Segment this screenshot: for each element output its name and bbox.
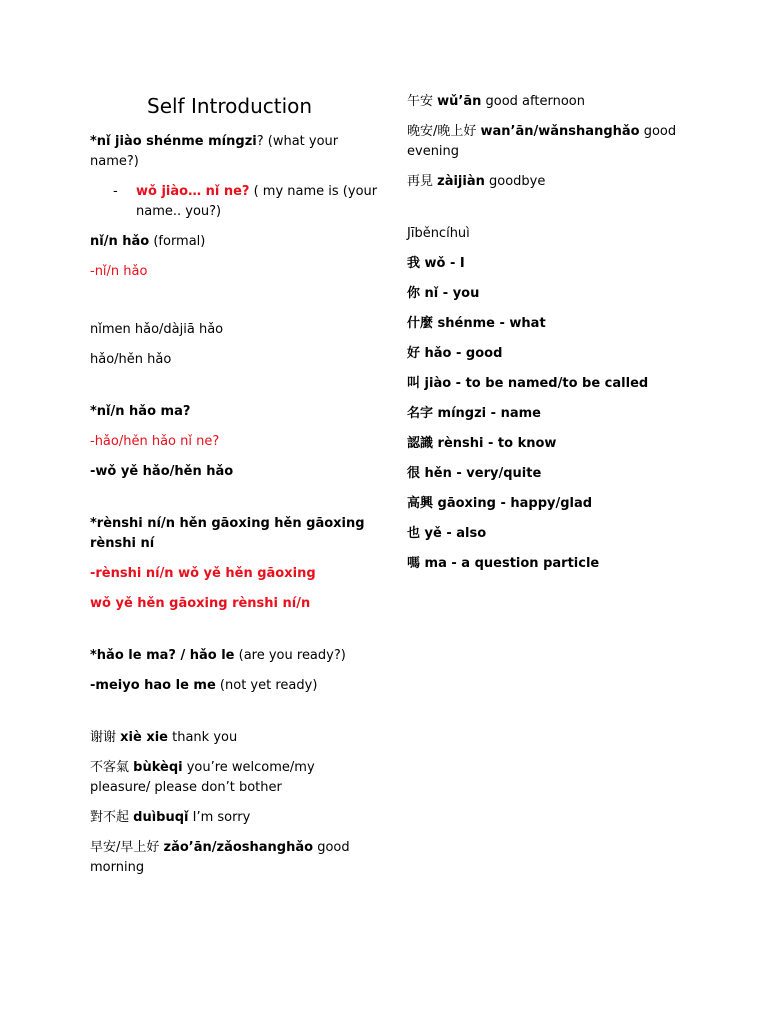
question-nice-to-meet xyxy=(90,514,378,554)
phrase-sorry-en: I’m sorry xyxy=(188,810,251,825)
reply-me-too-text: -wǒ yě hǎo/hěn hǎo xyxy=(90,464,234,479)
question-ready-pinyin: *hǎo le ma? / hǎo le xyxy=(90,648,235,663)
question-ready xyxy=(90,646,378,666)
answer-name-pinyin: wǒ jiào… nǐ ne? xyxy=(136,184,250,199)
answer-name-gloss: ( my name is (your name.. you?) xyxy=(136,184,378,219)
phrase-morning-pinyin: zǎo’ān/zǎoshanghǎo xyxy=(163,840,314,855)
phrase-afternoon-cn: 午安 xyxy=(407,94,438,109)
greeting-formal xyxy=(90,232,378,252)
vocab-item xyxy=(407,374,707,394)
answer-name xyxy=(90,182,378,222)
left-column xyxy=(90,94,378,888)
reply-not-ready-pinyin: -meiyo hao le me xyxy=(90,678,216,693)
vocab-item-text: gāoxing - happy/glad xyxy=(437,496,593,511)
vocab-item-cn: 我 xyxy=(407,256,425,271)
vocab-item-cn: 你 xyxy=(407,286,425,301)
question-nice-to-meet-text: *rènshi ní/n hěn gāoxing hěn gāoxing rènshi ní xyxy=(90,516,365,551)
vocab-item-text: jiào - to be named/to be called xyxy=(424,376,649,391)
reply-not-ready xyxy=(90,676,378,696)
vocab-item-cn: 高興 xyxy=(407,496,438,511)
reply-not-ready-gloss: (not yet ready) xyxy=(215,678,318,693)
vocab-item-text: hǎo - good xyxy=(424,346,503,361)
question-name-pinyin: *nǐ jiào shénme míngzi xyxy=(90,134,257,149)
page-title: Self Introduction xyxy=(147,94,313,118)
vocab-item-cn: 嗎 xyxy=(407,556,425,571)
greeting-reply: -nǐ/n hǎo xyxy=(90,264,148,279)
vocab-item-cn: 很 xyxy=(407,466,425,481)
phrase-welcome-pinyin: bùkèqi xyxy=(133,760,183,775)
phrase-afternoon-pinyin: wǔ’ān xyxy=(437,94,482,109)
phrase-evening-en: good evening xyxy=(407,124,677,159)
phrase-goodbye-pinyin: zàijiàn xyxy=(437,174,485,189)
greeting-hao: hǎo/hěn hǎo xyxy=(90,352,172,367)
vocab-item-text: wǒ - I xyxy=(424,256,465,271)
phrase-thanks-cn: 谢谢 xyxy=(90,730,121,745)
reply-how-are-you: -hǎo/hěn hǎo nǐ ne? xyxy=(90,434,220,449)
reply-nice-to-meet-2 xyxy=(90,594,378,614)
phrase-morning-cn: 早安/早上好 xyxy=(90,840,164,855)
phrase-sorry-pinyin: duìbuqǐ xyxy=(133,810,189,825)
vocab-item xyxy=(407,344,707,364)
phrase-goodbye-cn: 再見 xyxy=(407,174,438,189)
vocab-item-text: nǐ - you xyxy=(424,286,480,301)
phrase-welcome xyxy=(90,758,378,798)
question-ready-gloss: (are you ready?) xyxy=(234,648,346,663)
phrase-welcome-cn: 不客氣 xyxy=(90,760,134,775)
vocab-item xyxy=(407,254,707,274)
phrase-morning-en: good morning xyxy=(90,840,350,875)
vocab-item-text: ma - a question particle xyxy=(424,556,600,571)
bullet-dash: - xyxy=(113,184,118,199)
phrase-welcome-en: you’re welcome/my pleasure/ please don’t bother xyxy=(90,760,315,795)
vocab-heading: Jīběncíhuì xyxy=(407,226,470,241)
vocab-item-text: yě - also xyxy=(424,526,487,541)
phrase-goodbye xyxy=(407,172,707,192)
reply-nice-to-meet-1-text: -rènshi ní/n wǒ yě hěn gāoxing xyxy=(90,566,316,581)
phrase-thanks-pinyin: xiè xie xyxy=(120,730,168,745)
phrase-goodbye-en: goodbye xyxy=(484,174,546,189)
phrase-sorry-cn: 對不起 xyxy=(90,810,134,825)
vocab-item-cn: 名字 xyxy=(407,406,438,421)
phrase-evening xyxy=(407,122,707,162)
reply-me-too xyxy=(90,462,378,482)
vocab-item-cn: 認識 xyxy=(407,436,438,451)
vocab-item-cn: 叫 xyxy=(407,376,425,391)
phrase-thanks-en: thank you xyxy=(167,730,238,745)
vocab-item-text: shénme - what xyxy=(437,316,546,331)
question-name xyxy=(90,132,378,172)
vocab-item xyxy=(407,404,707,424)
vocab-item xyxy=(407,554,707,574)
question-name-gloss: ? (what your name?) xyxy=(90,134,339,169)
greeting-formal-pinyin: nǐ/n hǎo xyxy=(90,234,150,249)
greeting-formal-gloss: (formal) xyxy=(149,234,206,249)
vocab-item-cn: 什麼 xyxy=(407,316,438,331)
phrase-evening-pinyin: wan’ān/wǎnshanghǎo xyxy=(480,124,640,139)
vocab-item-cn: 也 xyxy=(407,526,425,541)
vocab-item xyxy=(407,464,707,484)
greeting-plural: nǐmen hǎo/dàjiā hǎo xyxy=(90,322,224,337)
vocab-item xyxy=(407,314,707,334)
vocab-item xyxy=(407,434,707,454)
right-column xyxy=(407,92,707,584)
vocab-item-text: hěn - very/quite xyxy=(424,466,542,481)
vocab-item-text: rènshi - to know xyxy=(437,436,557,451)
vocab-item xyxy=(407,524,707,544)
phrase-afternoon xyxy=(407,92,707,112)
question-how-are-you xyxy=(90,402,378,422)
vocab-item xyxy=(407,494,707,514)
vocab-item-text: míngzi - name xyxy=(437,406,541,421)
reply-nice-to-meet-2-text: wǒ yě hěn gāoxing rènshi ní/n xyxy=(90,596,311,611)
vocab-item-cn: 好 xyxy=(407,346,425,361)
reply-nice-to-meet-1 xyxy=(90,564,378,584)
phrase-sorry xyxy=(90,808,378,828)
phrase-afternoon-en: good afternoon xyxy=(481,94,585,109)
question-how-are-you-text: *nǐ/n hǎo ma? xyxy=(90,404,191,419)
phrase-morning xyxy=(90,838,378,878)
phrase-thanks xyxy=(90,728,378,748)
vocab-item xyxy=(407,284,707,304)
phrase-evening-cn: 晚安/晚上好 xyxy=(407,124,481,139)
